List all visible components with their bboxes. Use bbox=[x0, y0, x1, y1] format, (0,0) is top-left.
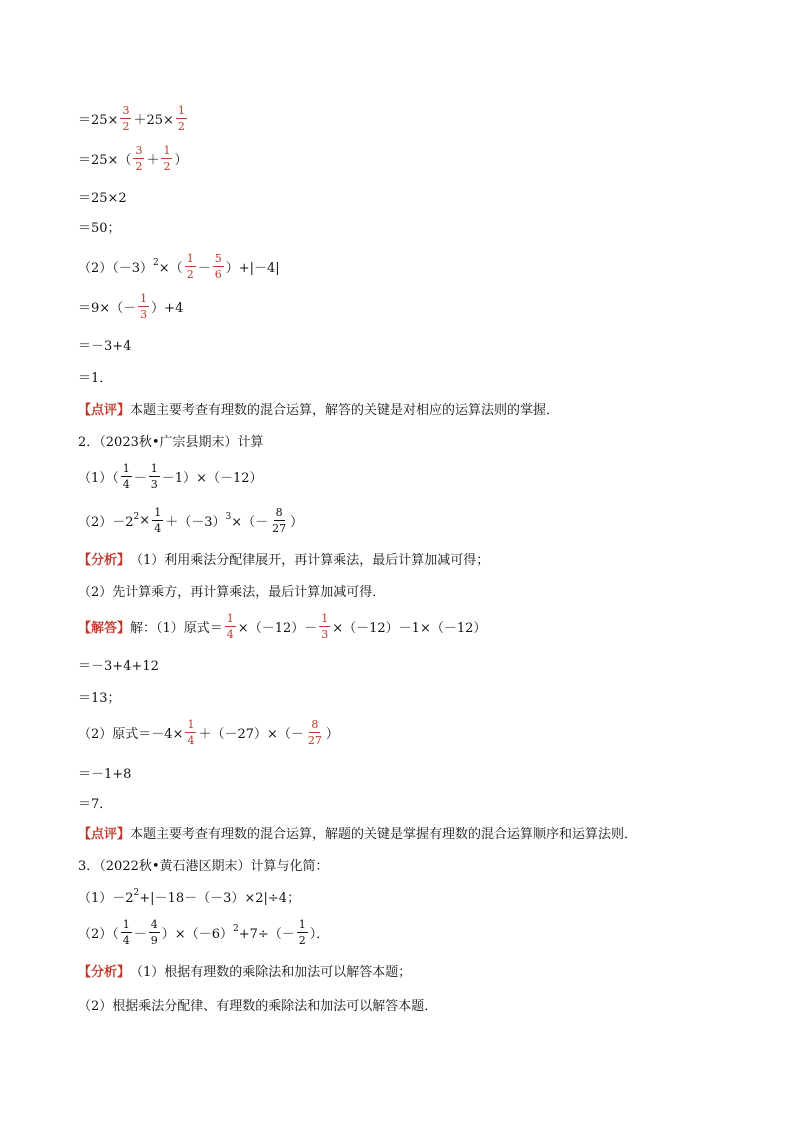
fraction: $\frac{3}{2}$ bbox=[122, 103, 130, 133]
fraction: $\frac{1}{2}$ bbox=[186, 251, 194, 281]
fraction: $\frac{1}{4}$ bbox=[122, 917, 130, 947]
analysis-line-1: 【分析】 （1）利用乘法分配律展开，再计算乘法，最后计算加减可得； bbox=[78, 552, 490, 568]
answer-line-6: ＝7． bbox=[78, 796, 113, 812]
answer-line-5: ＝－1+8 bbox=[78, 766, 132, 782]
fraction: $\frac{1}{4}$ bbox=[154, 505, 162, 535]
fraction: $\frac{1}{2}$ bbox=[163, 143, 171, 173]
answer-line-2: ＝－3+4+12 bbox=[78, 658, 159, 674]
fraction: $\frac{1}{3}$ bbox=[140, 291, 148, 321]
fraction: $\frac{8}{27}$ bbox=[307, 717, 322, 747]
fraction: $\frac{1}{3}$ bbox=[150, 461, 158, 491]
fraction: $\frac{1}{2}$ bbox=[177, 103, 185, 133]
fraction: $\frac{1}{2}$ bbox=[298, 917, 306, 947]
solution-line-7: ＝－3+4 bbox=[78, 338, 132, 354]
problem-3-heading: 3．（2022秋•黄石港区期末）计算与化简： bbox=[78, 858, 329, 874]
comment-line-2: 【点评】 本题主要考查有理数的混合运算，解题的关键是掌握有理数的混合运算顺序和运算法则． bbox=[78, 826, 638, 842]
fraction: $\frac{3}{2}$ bbox=[135, 143, 143, 173]
solution-line-1: ＝25× $\frac{3}{2}$ ＋25× $\frac{1}{2}$ bbox=[78, 103, 185, 133]
problem-2-part-2: （2）－2 $^2$ × $\frac{1}{4}$ ＋（－3） $^3$ ×（－ $\frac{8}{27}$ ） bbox=[78, 505, 304, 535]
fraction: $\frac{1}{4}$ bbox=[187, 717, 195, 747]
problem-3-part-2: （2）（ $\frac{1}{4}$ － $\frac{4}{9}$ ）×（－6） $^2$ +7÷（－ $\frac{1}{2}$ ）． bbox=[78, 917, 330, 947]
problem-3-part-1: （1）－2 $^2$ +|－18－（－3）×2|÷4； bbox=[78, 888, 301, 906]
analysis-line-2: （2）先计算乘方，再计算乘法，最后计算加减可得． bbox=[78, 584, 386, 600]
solution-line-2: ＝25×（ $\frac{3}{2}$ ＋ $\frac{1}{2}$ ） bbox=[78, 143, 188, 173]
fraction: $\frac{1}{4}$ bbox=[226, 611, 234, 641]
fraction: $\frac{1}{3}$ bbox=[321, 611, 329, 641]
solution-line-4: ＝50； bbox=[78, 220, 121, 236]
answer-line-3: ＝13； bbox=[78, 690, 121, 706]
fraction: $\frac{8}{27}$ bbox=[272, 505, 287, 535]
comment-line: 【点评】 本题主要考查有理数的混合运算，解答的关键是对相应的运算法则的掌握． bbox=[78, 402, 560, 418]
problem-2-heading: 2．（2023秋•广宗县期末）计算 bbox=[78, 434, 264, 450]
analysis-3-line-1: 【分析】 （1）根据有理数的乘除法和加法可以解答本题； bbox=[78, 964, 412, 980]
solution-line-3: ＝25×2 bbox=[78, 190, 127, 206]
solution-line-8: ＝1． bbox=[78, 370, 113, 386]
answer-line-4: （2）原式＝－4× $\frac{1}{4}$ ＋（－27）×（－ $\frac{8}{27}$ ） bbox=[78, 717, 339, 747]
problem-part-2: （2）（－3） $^2$ ×（ $\frac{1}{2}$ － $\frac{5}{6}$ ）+|－4| bbox=[78, 251, 280, 281]
answer-line-1: 【解答】 解：（1）原式＝ $\frac{1}{4}$ ×（－12）－ $\frac{1}{3}$ ×（－12）－1×（－12） bbox=[78, 611, 487, 641]
problem-2-part-1: （1）（ $\frac{1}{4}$ － $\frac{1}{3}$ －1）×（－12） bbox=[78, 461, 263, 491]
fraction: $\frac{1}{4}$ bbox=[122, 461, 130, 491]
fraction: $\frac{4}{9}$ bbox=[150, 917, 158, 947]
solution-line-6: ＝9×（－ $\frac{1}{3}$ ）+4 bbox=[78, 291, 184, 321]
analysis-3-line-2: （2）根据乘法分配律、有理数的乘除法和加法可以解答本题． bbox=[78, 998, 438, 1014]
fraction: $\frac{5}{6}$ bbox=[214, 251, 222, 281]
